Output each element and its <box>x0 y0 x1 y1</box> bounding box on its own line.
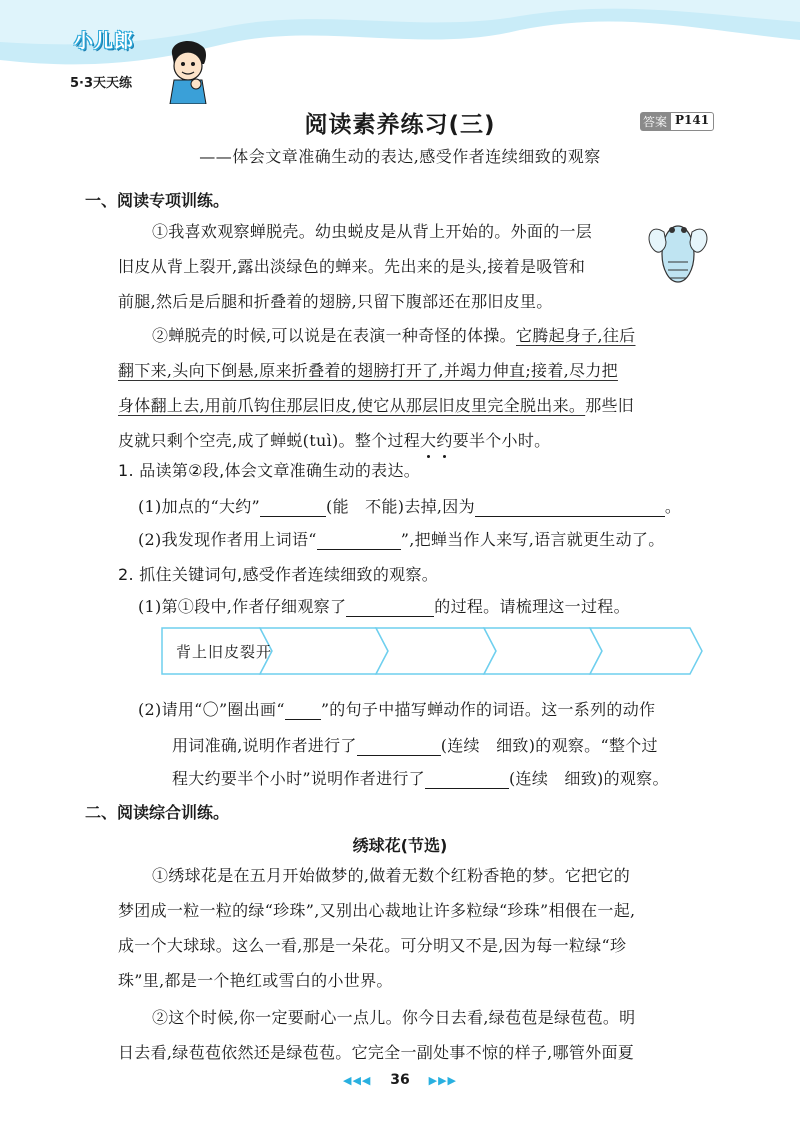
answer-tag-key: 答案 <box>640 112 670 131</box>
paragraph-line: ②这个时候,你一定要耐心一点儿。你今日去看,绿苞苞是绿苞苞。明 <box>152 1008 636 1027</box>
question-2-2-line-3 <box>172 766 669 789</box>
logo-subtitle: 5·3天天练 <box>70 76 133 91</box>
question-2-1 <box>138 594 630 617</box>
paragraph-line <box>118 423 718 458</box>
question-1-2 <box>138 527 665 550</box>
page-title: 阅读素养练习(三) <box>304 112 496 138</box>
section1-paragraph-2 <box>118 318 718 458</box>
answer-blank[interactable] <box>357 737 441 756</box>
question-text: (1)第①段中,作者仔细观察了 <box>138 597 347 616</box>
paragraph-line: ①我喜欢观察蝉脱壳。幼虫蜕皮是从背上开始的。外面的一层 <box>152 222 593 241</box>
section1-heading: 一、阅读专项训练。 <box>85 191 230 210</box>
answer-blank[interactable] <box>475 498 665 517</box>
passage-title: 绣球花(节选) <box>352 836 448 855</box>
paragraph-line: 日去看,绿苞苞依然还是绿苞苞。它完全一副处事不惊的样子,哪管外面夏 <box>118 1043 635 1062</box>
chevron-step-3 <box>376 628 496 674</box>
question-text: (连续 细致)的观察。 <box>508 769 669 788</box>
underlined-sentence: 身体翻上去,用前爪钩住那层旧皮,使它从那层旧皮里完全脱出来。 <box>118 396 586 415</box>
question-text: 用词准确,说明作者进行了 <box>172 736 357 755</box>
question-2-2-line-1 <box>138 697 655 720</box>
chevron-step-1-label: 背上旧皮裂开 <box>176 643 273 661</box>
paragraph-text: 要半个小时。 <box>452 431 551 450</box>
question-text: ”,把蝉当作人来写,语言就更生动了。 <box>400 530 665 549</box>
chevron-step-2 <box>260 628 388 674</box>
question-text: 程大约要半个小时”说明作者进行了 <box>172 769 425 788</box>
chevron-step-4 <box>484 628 602 674</box>
section2-paragraph-2 <box>118 1000 724 1070</box>
paragraph-line: ①绣球花是在五月开始做梦的,做着无数个红粉香艳的梦。它把它的 <box>152 866 631 885</box>
dotted-char: 约 <box>436 431 453 450</box>
page-footer <box>0 1072 800 1088</box>
question-2: 2. 抓住关键词句,感受作者连续细致的观察。 <box>118 565 439 584</box>
paragraph-line: 旧皮从背上裂开,露出淡绿色的蝉来。先出来的是头,接着是吸管和 <box>118 257 586 276</box>
question-text: (连续 细致)的观察。“整个过 <box>440 736 658 755</box>
section2-heading: 二、阅读综合训练。 <box>85 803 230 822</box>
question-text: ”的句子中描写蝉动作的词语。这一系列的动作 <box>320 700 656 719</box>
question-text: (2)我发现作者用上词语“ <box>138 530 317 549</box>
logo-title: 小儿郎 <box>74 30 135 52</box>
brand-logo <box>60 18 210 108</box>
question-text: (1)加点的“大约” <box>138 497 261 516</box>
question-text: 。 <box>664 497 682 516</box>
section1-paragraph-1 <box>118 214 718 319</box>
answer-tag-value: P141 <box>670 112 714 131</box>
paragraph-line <box>118 353 718 388</box>
question-2-2-line-2 <box>172 733 658 756</box>
question-text: (能 不能)去掉,因为 <box>326 497 475 516</box>
paragraph-line <box>118 318 718 353</box>
paragraph-line <box>118 388 718 423</box>
paragraph-line: 梦团成一粒一粒的绿“珍珠”,又别出心裁地让许多粒绿“珍珠”相偎在一起, <box>118 901 636 920</box>
answer-blank[interactable] <box>346 598 434 617</box>
next-arrows-icon: ▶▶▶ <box>428 1074 457 1087</box>
answer-blank[interactable] <box>425 770 509 789</box>
paragraph-line: 珠”里,都是一个艳红或雪白的小世界。 <box>118 971 393 990</box>
page-number: 36 <box>390 1072 410 1088</box>
section2-paragraph-1 <box>118 858 724 998</box>
paragraph-text: 皮就只剩个空壳,成了蝉蜕(tuì)。整个过程 <box>118 431 421 450</box>
paragraph-line: 成一个大球球。这么一看,那是一朵花。可分明又不是,因为每一粒绿“珍 <box>118 936 627 955</box>
page-subtitle: ——体会文章准确生动的表达,感受作者连续细致的观察 <box>199 147 601 166</box>
answer-blank[interactable] <box>260 498 326 517</box>
prev-arrows-icon: ◀◀◀ <box>342 1074 372 1087</box>
question-1-1 <box>138 494 681 517</box>
answer-reference-tag <box>640 112 714 131</box>
boy-mascot-icon <box>166 40 210 104</box>
underlined-sentence: 它腾起身子,往后 <box>516 326 636 345</box>
underline-sample <box>285 701 321 720</box>
paragraph-text: 那些旧 <box>585 396 635 415</box>
question-text: 的过程。请梳理这一过程。 <box>434 597 630 616</box>
paragraph-text: ②蝉脱壳的时候,可以说是在表演一种奇怪的体操。 <box>152 326 516 345</box>
answer-blank[interactable] <box>317 531 401 550</box>
question-1: 1. 品读第②段,体会文章准确生动的表达。 <box>118 461 421 480</box>
paragraph-line: 前腿,然后是后腿和折叠着的翅膀,只留下腹部还在那旧皮里。 <box>118 292 553 311</box>
question-text: (2)请用“〇”圈出画“ <box>138 700 285 719</box>
chevron-step-5 <box>590 628 702 674</box>
underlined-sentence: 翻下来,头向下倒悬,原来折叠着的翅膀打开了,并竭力伸直;接着,尽力把 <box>118 361 618 380</box>
dotted-char: 大 <box>420 431 437 450</box>
